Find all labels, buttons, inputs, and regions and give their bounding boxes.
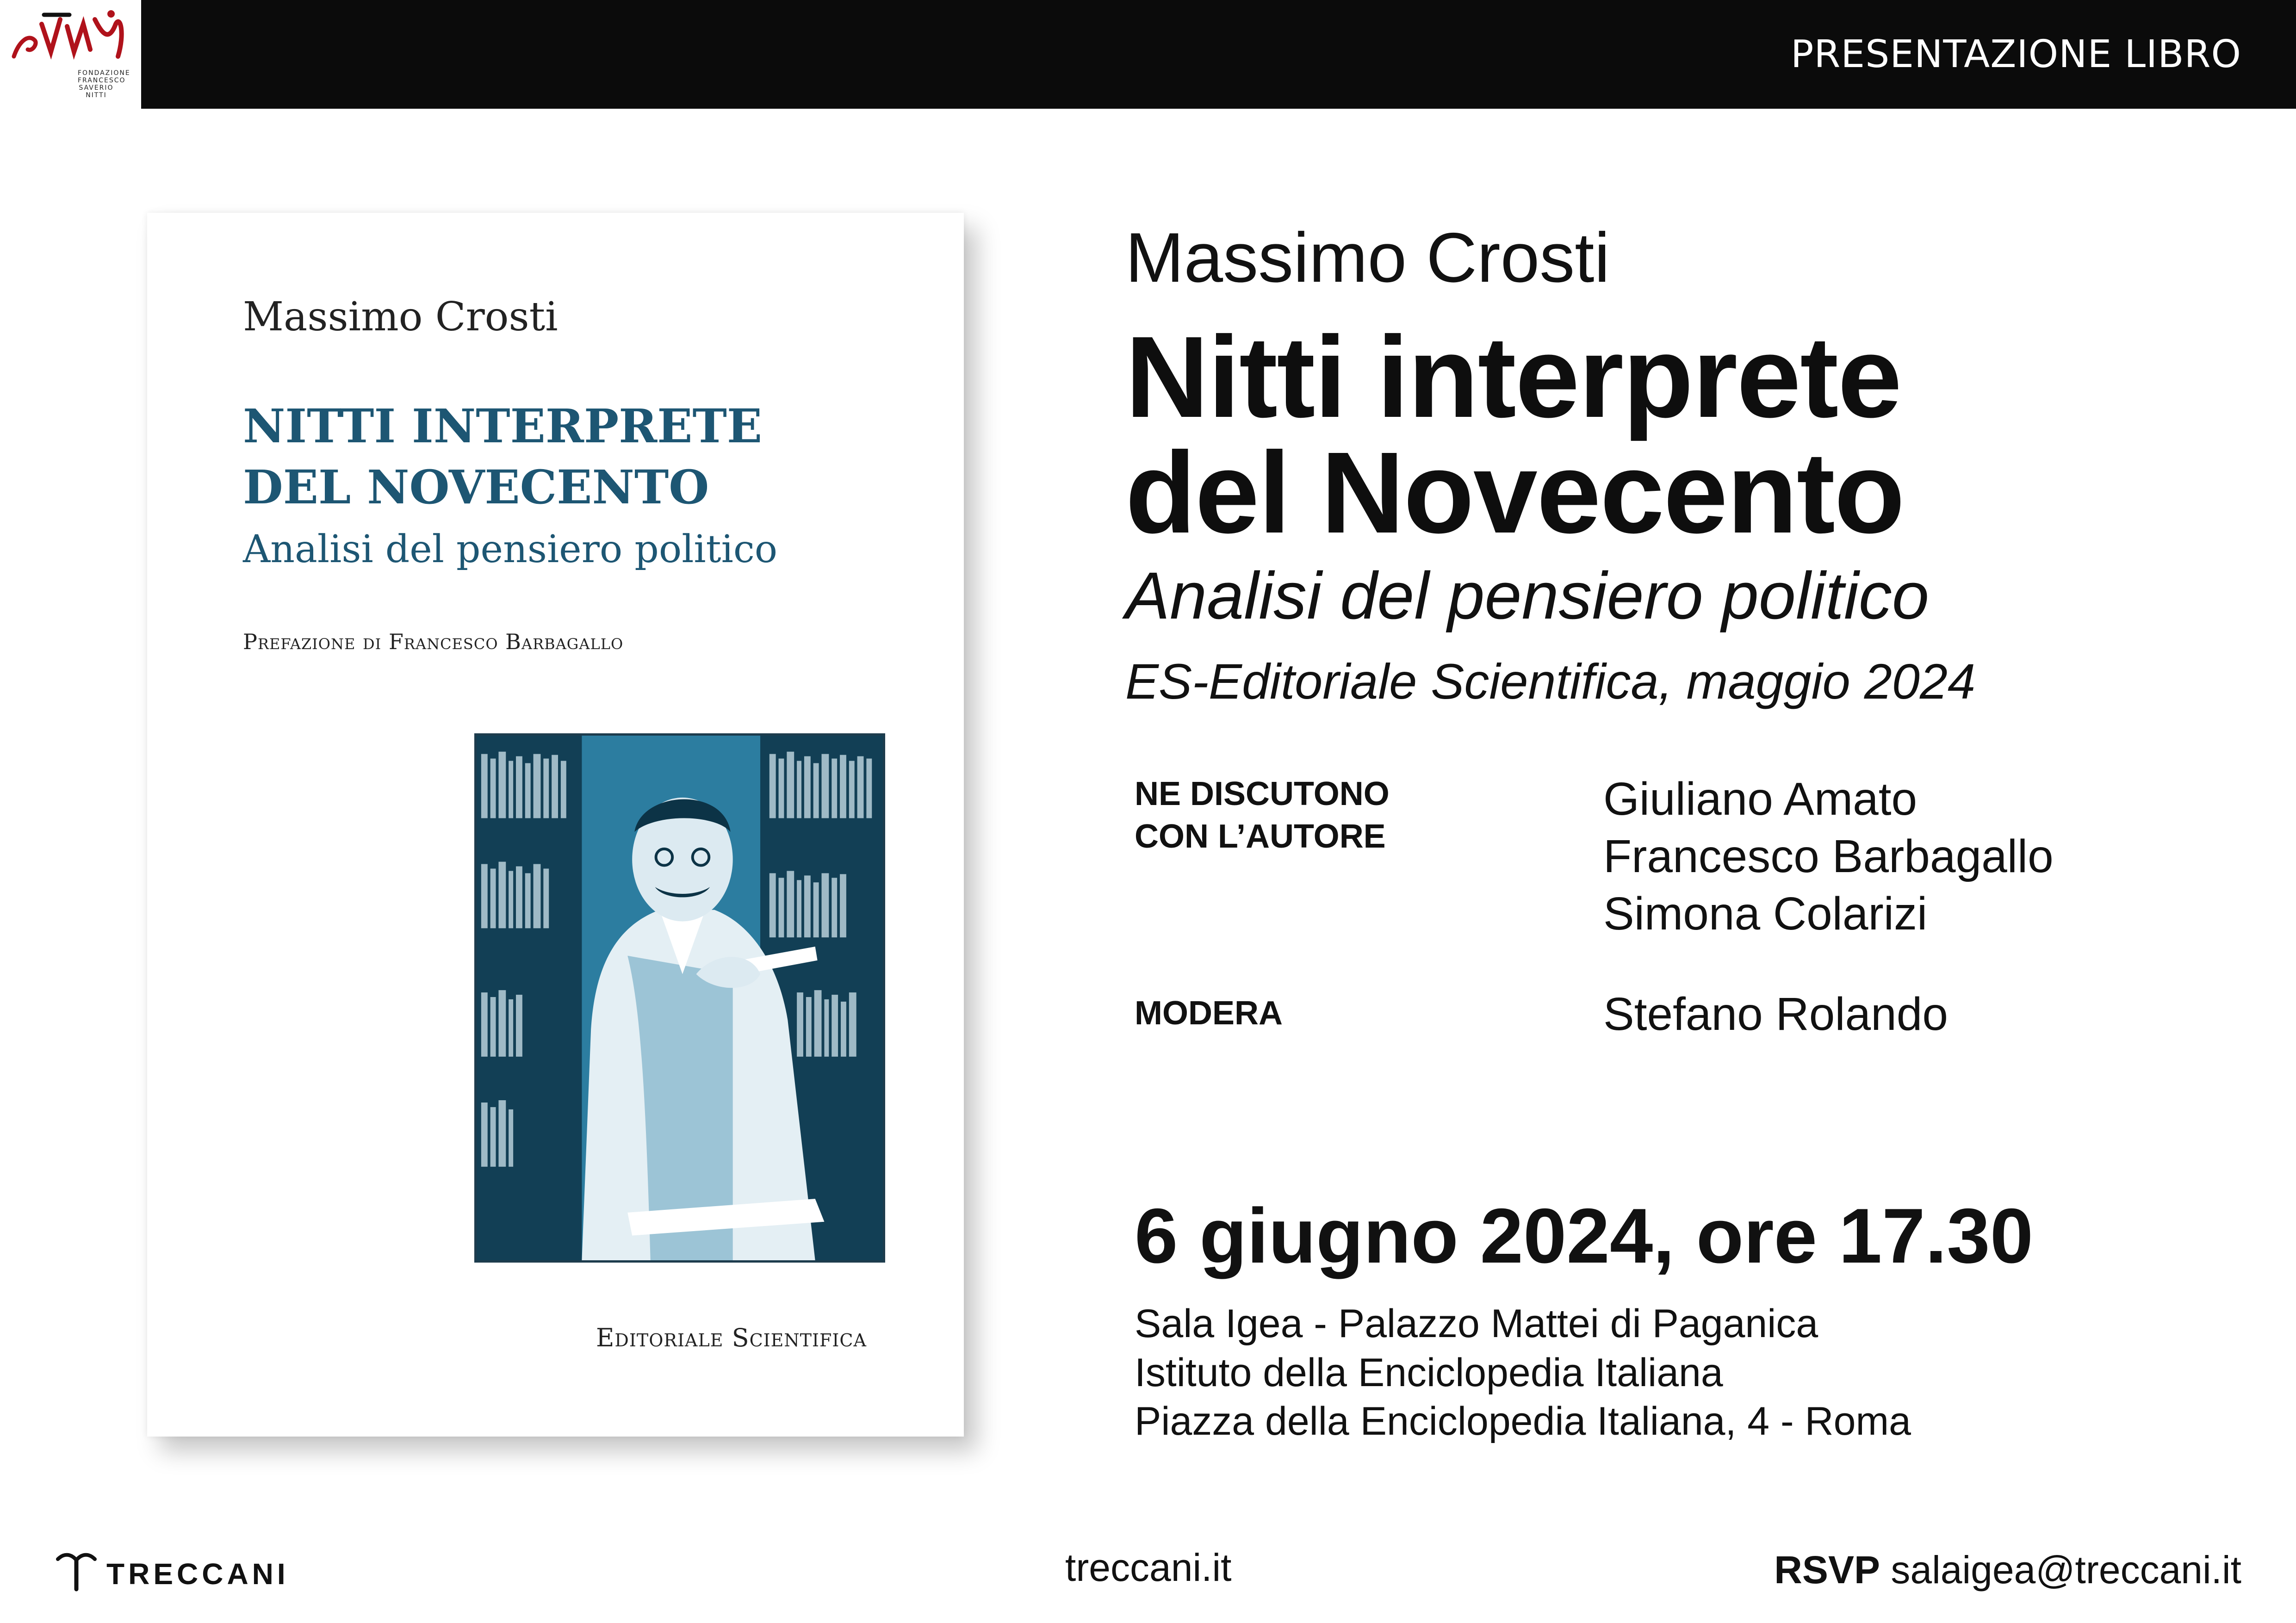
rsvp-email[interactable]: salaigea@treccani.it	[1891, 1548, 2241, 1592]
book-cover	[147, 213, 964, 1437]
event-type-label: PRESENTAZIONE LIBRO	[1790, 32, 2241, 76]
cover-author: Massimo Crosti	[243, 294, 558, 340]
rsvp-label: RSVP	[1774, 1548, 1880, 1592]
event-publisher: ES-Editoriale Scientifica, maggio 2024	[1125, 653, 1976, 709]
discussant-name: Giuliano Amato	[1603, 773, 1917, 825]
discussant-name: Simona Colarizi	[1603, 888, 1928, 940]
foundation-logo	[0, 0, 141, 109]
foundation-logo-text: FONDAZIONE FRANCESCO SAVERIO NITTI	[78, 69, 130, 99]
venue-line: Sala Igea - Palazzo Mattei di Paganica	[1135, 1301, 1818, 1346]
venue-line: Istituto della Enciclopedia Italiana	[1135, 1350, 1723, 1395]
cover-preface: Prefazione di Francesco Barbagallo	[243, 629, 624, 654]
website-link[interactable]: treccani.it	[1065, 1546, 1232, 1589]
event-author: Massimo Crosti	[1125, 218, 1610, 297]
discussants-label: NE DISCUTONO CON L’AUTORE	[1135, 775, 1390, 855]
cover-photo	[474, 733, 885, 1263]
event-subtitle: Analisi del pensiero politico	[1125, 558, 1929, 633]
discussant-name: Francesco Barbagallo	[1603, 830, 2054, 882]
venue-line: Piazza della Enciclopedia Italiana, 4 - Roma	[1135, 1399, 1911, 1443]
event-title: Nitti interprete del Novecento	[1125, 312, 1904, 557]
treccani-logo-icon	[56, 1550, 97, 1592]
discussants-list	[1603, 770, 2054, 942]
cover-publisher: Editoriale Scientifica	[596, 1323, 867, 1352]
rsvp	[1774, 1548, 2241, 1592]
cover-subtitle: Analisi del pensiero politico	[243, 527, 778, 571]
reading-man-photo-icon	[477, 736, 883, 1260]
moderator-label: MODERA	[1135, 995, 1283, 1032]
cover-title: NITTI INTERPRETE DEL NOVECENTO	[243, 399, 763, 514]
top-bar	[141, 0, 2296, 109]
nitti-signature-icon	[9, 6, 130, 66]
moderator-name: Stefano Rolando	[1603, 988, 1948, 1040]
treccani-brand: TRECCANI	[106, 1557, 289, 1591]
event-datetime: 6 giugno 2024, ore 17.30	[1135, 1192, 2034, 1279]
